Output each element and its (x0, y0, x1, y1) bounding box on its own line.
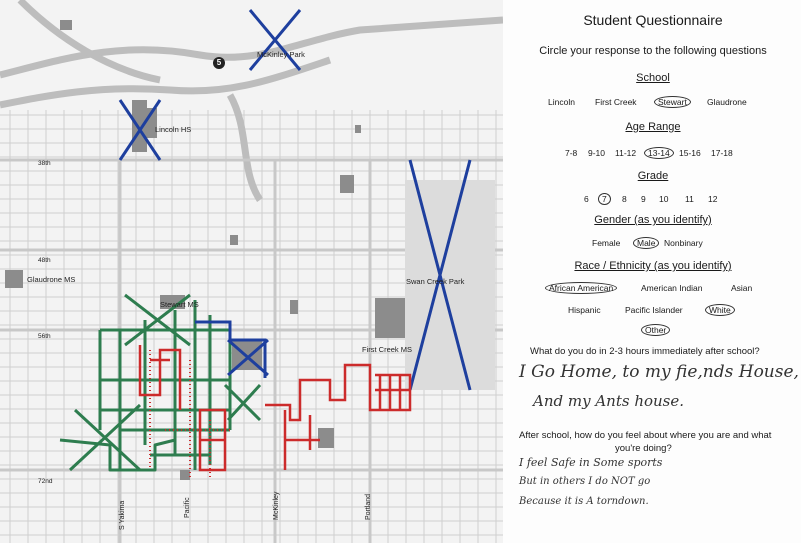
option-grade-6[interactable]: 6 (584, 194, 589, 204)
option-race-asian[interactable]: Asian (731, 283, 753, 293)
row-label-72nd: 72nd (38, 478, 53, 485)
question-after-school-activity: What do you do in 2-3 hours immediately after school? (530, 346, 760, 357)
instructions: Circle your response to the following questions (539, 45, 767, 57)
page-title: Student Questionnaire (583, 12, 723, 28)
age-range-heading: Age Range (625, 121, 681, 133)
row-label-38th: 38th (38, 160, 51, 167)
option-age-11-12[interactable]: 11-12 (615, 148, 637, 158)
option-grade-8[interactable]: 8 (622, 194, 627, 204)
option-grade-10[interactable]: 10 (659, 194, 669, 204)
option-grade-9[interactable]: 9 (641, 194, 646, 204)
street-label-s-yakima: S Yakima (119, 500, 126, 530)
option-school-glaudrone[interactable]: Glaudrone (707, 97, 747, 107)
question-feelings-line-1: After school, how do you feel about where you are and what (519, 430, 772, 441)
option-age-7-8[interactable]: 7-8 (565, 148, 578, 158)
mckinley-park-label: McKinley Park (257, 50, 305, 59)
street-label-pacific: Pacific (184, 497, 191, 518)
glaudrone-ms-label: Glaudrone MS (27, 275, 76, 284)
option-age-9-10[interactable]: 9-10 (588, 148, 606, 158)
interstate-5-marker: 5 (213, 57, 225, 69)
answer-feelings-line-3: Because it is A torndown. (519, 496, 649, 507)
questionnaire-panel (505, 0, 801, 543)
option-school-lincoln[interactable]: Lincoln (548, 97, 575, 107)
answer-activity-line-1: I Go Home, to my fie,nds House, (519, 362, 799, 382)
option-race-african-american[interactable]: African American (545, 282, 617, 294)
option-school-first-creek[interactable]: First Creek (595, 97, 637, 107)
first-creek-ms-label: First Creek MS (362, 345, 413, 354)
stewart-ms-label: Stewart MS (160, 300, 199, 309)
option-grade-12[interactable]: 12 (708, 194, 718, 204)
option-gender-nonbinary[interactable]: Nonbinary (664, 238, 703, 248)
option-school-stewart[interactable]: Stewart (654, 96, 691, 108)
street-label-mckinley: McKinley (273, 491, 280, 520)
answer-feelings-line-2: But in others I do NOT go (519, 476, 651, 487)
option-grade-11[interactable]: 11 (685, 194, 694, 204)
option-race-hispanic[interactable]: Hispanic (568, 305, 601, 315)
option-grade-7[interactable]: 7 (598, 193, 611, 205)
question-feelings-line-2: you're doing? (615, 443, 672, 454)
answer-feelings-line-1: I feel Safe in Some sports (519, 456, 663, 469)
option-gender-female[interactable]: Female (592, 238, 621, 248)
grade-heading: Grade (637, 170, 669, 182)
option-age-13-14[interactable]: 13-14 (644, 147, 674, 159)
race-heading: Race / Ethnicity (as you identify) (574, 260, 732, 272)
option-age-15-16[interactable]: 15-16 (679, 148, 701, 158)
row-label-48th: 48th (38, 257, 51, 264)
street-label-portland: Portland (365, 493, 372, 520)
school-heading: School (636, 72, 670, 84)
option-age-17-18[interactable]: 17-18 (711, 148, 733, 158)
option-gender-male[interactable]: Male (633, 237, 659, 249)
option-race-pacific-islander[interactable]: Pacific Islander (625, 305, 683, 315)
gender-heading: Gender (as you identify) (594, 214, 712, 226)
answer-activity-line-2: And my Ants house. (533, 392, 685, 410)
option-race-other[interactable]: Other (641, 324, 670, 336)
lincoln-hs-label: Lincoln HS (155, 125, 192, 134)
option-race-white[interactable]: White (705, 304, 735, 316)
option-race-american-indian[interactable]: American Indian (641, 283, 703, 293)
row-label-56th: 56th (38, 333, 51, 340)
swan-creek-park-label: Swan Creek Park (406, 277, 465, 286)
